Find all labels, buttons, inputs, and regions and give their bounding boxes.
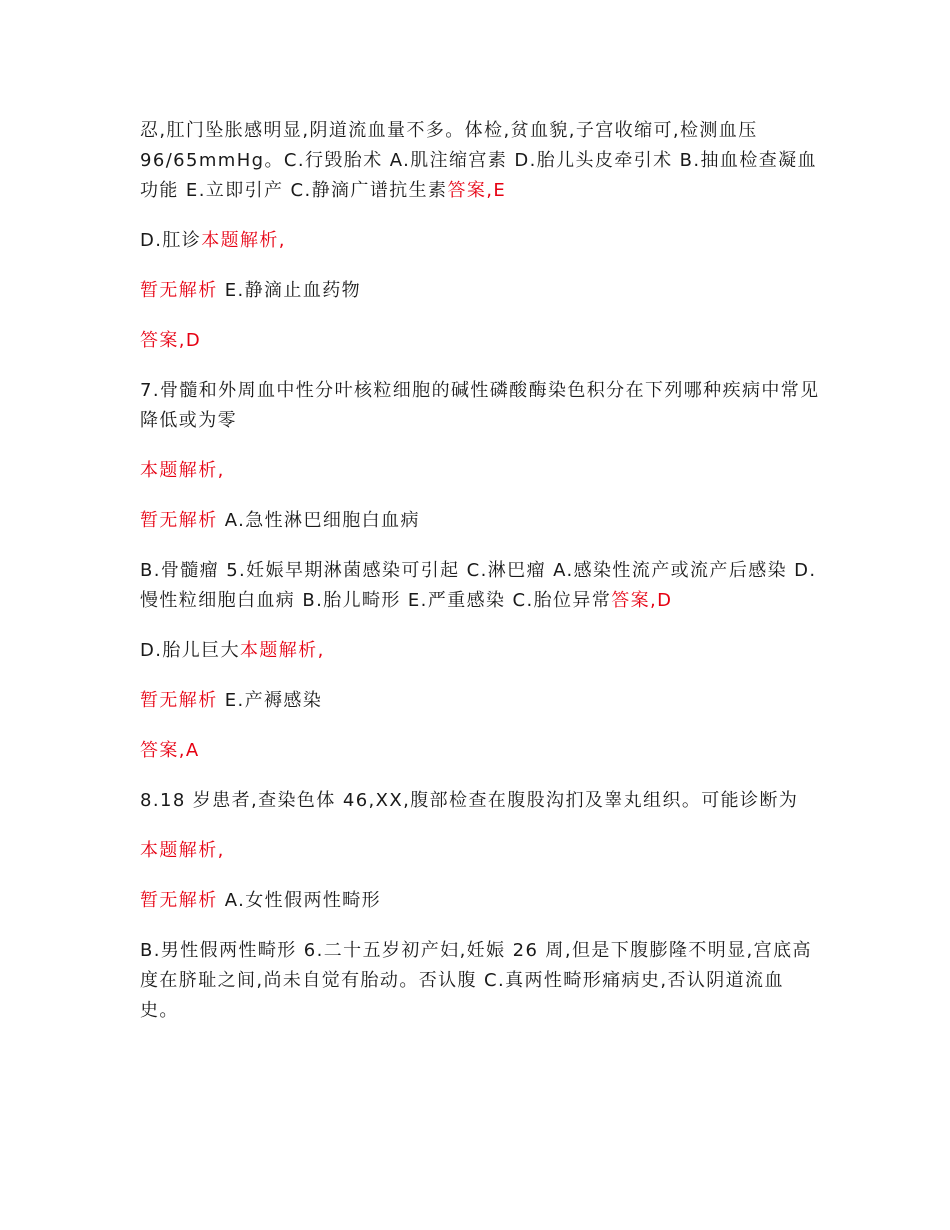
question-text: B.男性假两性畸形 6.二十五岁初产妇,妊娠 26 周,但是下腹膨隆不明显,宫底高度在脐耻之间,尚未自觉有胎动。否认腹 C.真两性畸形痛病史,否认阴道流血史。 — [140, 940, 812, 1021]
paragraph-15 — [140, 936, 820, 1026]
answer-annotation: 答案,D — [140, 330, 202, 351]
paragraph-14 — [140, 886, 820, 916]
question-text: D.肛诊 — [140, 230, 202, 251]
paragraph-4 — [140, 326, 820, 356]
paragraph-3 — [140, 276, 820, 306]
answer-annotation: 暂无解析 — [140, 280, 218, 301]
paragraph-9 — [140, 636, 820, 666]
answer-annotation: 答案,D — [611, 590, 673, 611]
paragraph-6 — [140, 456, 820, 486]
answer-annotation: 暂无解析 — [140, 510, 218, 531]
question-text: E.静滴止血药物 — [217, 280, 362, 301]
question-text: A.女性假两性畸形 — [217, 890, 382, 911]
paragraph-13 — [140, 836, 820, 866]
paragraph-12 — [140, 786, 820, 816]
question-text: 7.骨髓和外周血中性分叶核粒细胞的碱性磷酸酶染色积分在下列哪种疾病中常见降低或为零 — [140, 380, 820, 431]
answer-annotation: 本题解析, — [140, 460, 225, 481]
question-text: 8.18 岁患者,查染色体 46,XX,腹部检查在腹股沟扪及睾丸组织。可能诊断为 — [140, 790, 799, 811]
answer-annotation: 本题解析, — [201, 230, 286, 251]
paragraph-2 — [140, 226, 820, 256]
paragraph-10 — [140, 686, 820, 716]
paragraph-7 — [140, 506, 820, 536]
answer-annotation: 暂无解析 — [140, 690, 218, 711]
paragraph-1 — [140, 116, 820, 206]
answer-annotation: 暂无解析 — [140, 890, 218, 911]
answer-annotation: 答案,A — [140, 740, 200, 761]
answer-annotation: 本题解析, — [140, 840, 225, 861]
question-text: 忍,肛门坠胀感明显,阴道流血量不多。体检,贫血貌,子宫收缩可,检测血压96/65mmHg。C.行毁胎术 A.肌注缩宫素 D.胎儿头皮牵引术 B.抽血检查凝血功能 E.立即引产 C.静滴广谱抗生素 — [140, 120, 817, 201]
question-text: E.产褥感染 — [217, 690, 323, 711]
answer-annotation: 答案,E — [447, 180, 507, 201]
paragraph-8 — [140, 556, 820, 616]
paragraph-5 — [140, 376, 820, 436]
document-page — [140, 116, 820, 1046]
answer-annotation: 本题解析, — [239, 640, 325, 661]
question-text: A.急性淋巴细胞白血病 — [217, 510, 420, 531]
question-text: B.骨髓瘤 5.妊娠早期淋菌感染可引起 C.淋巴瘤 A.感染性流产或流产后感染 D.慢性粒细胞白血病 B.胎儿畸形 E.严重感染 C.胎位异常 — [140, 560, 817, 611]
question-text: D.胎儿巨大 — [140, 640, 240, 661]
paragraph-11 — [140, 736, 820, 766]
